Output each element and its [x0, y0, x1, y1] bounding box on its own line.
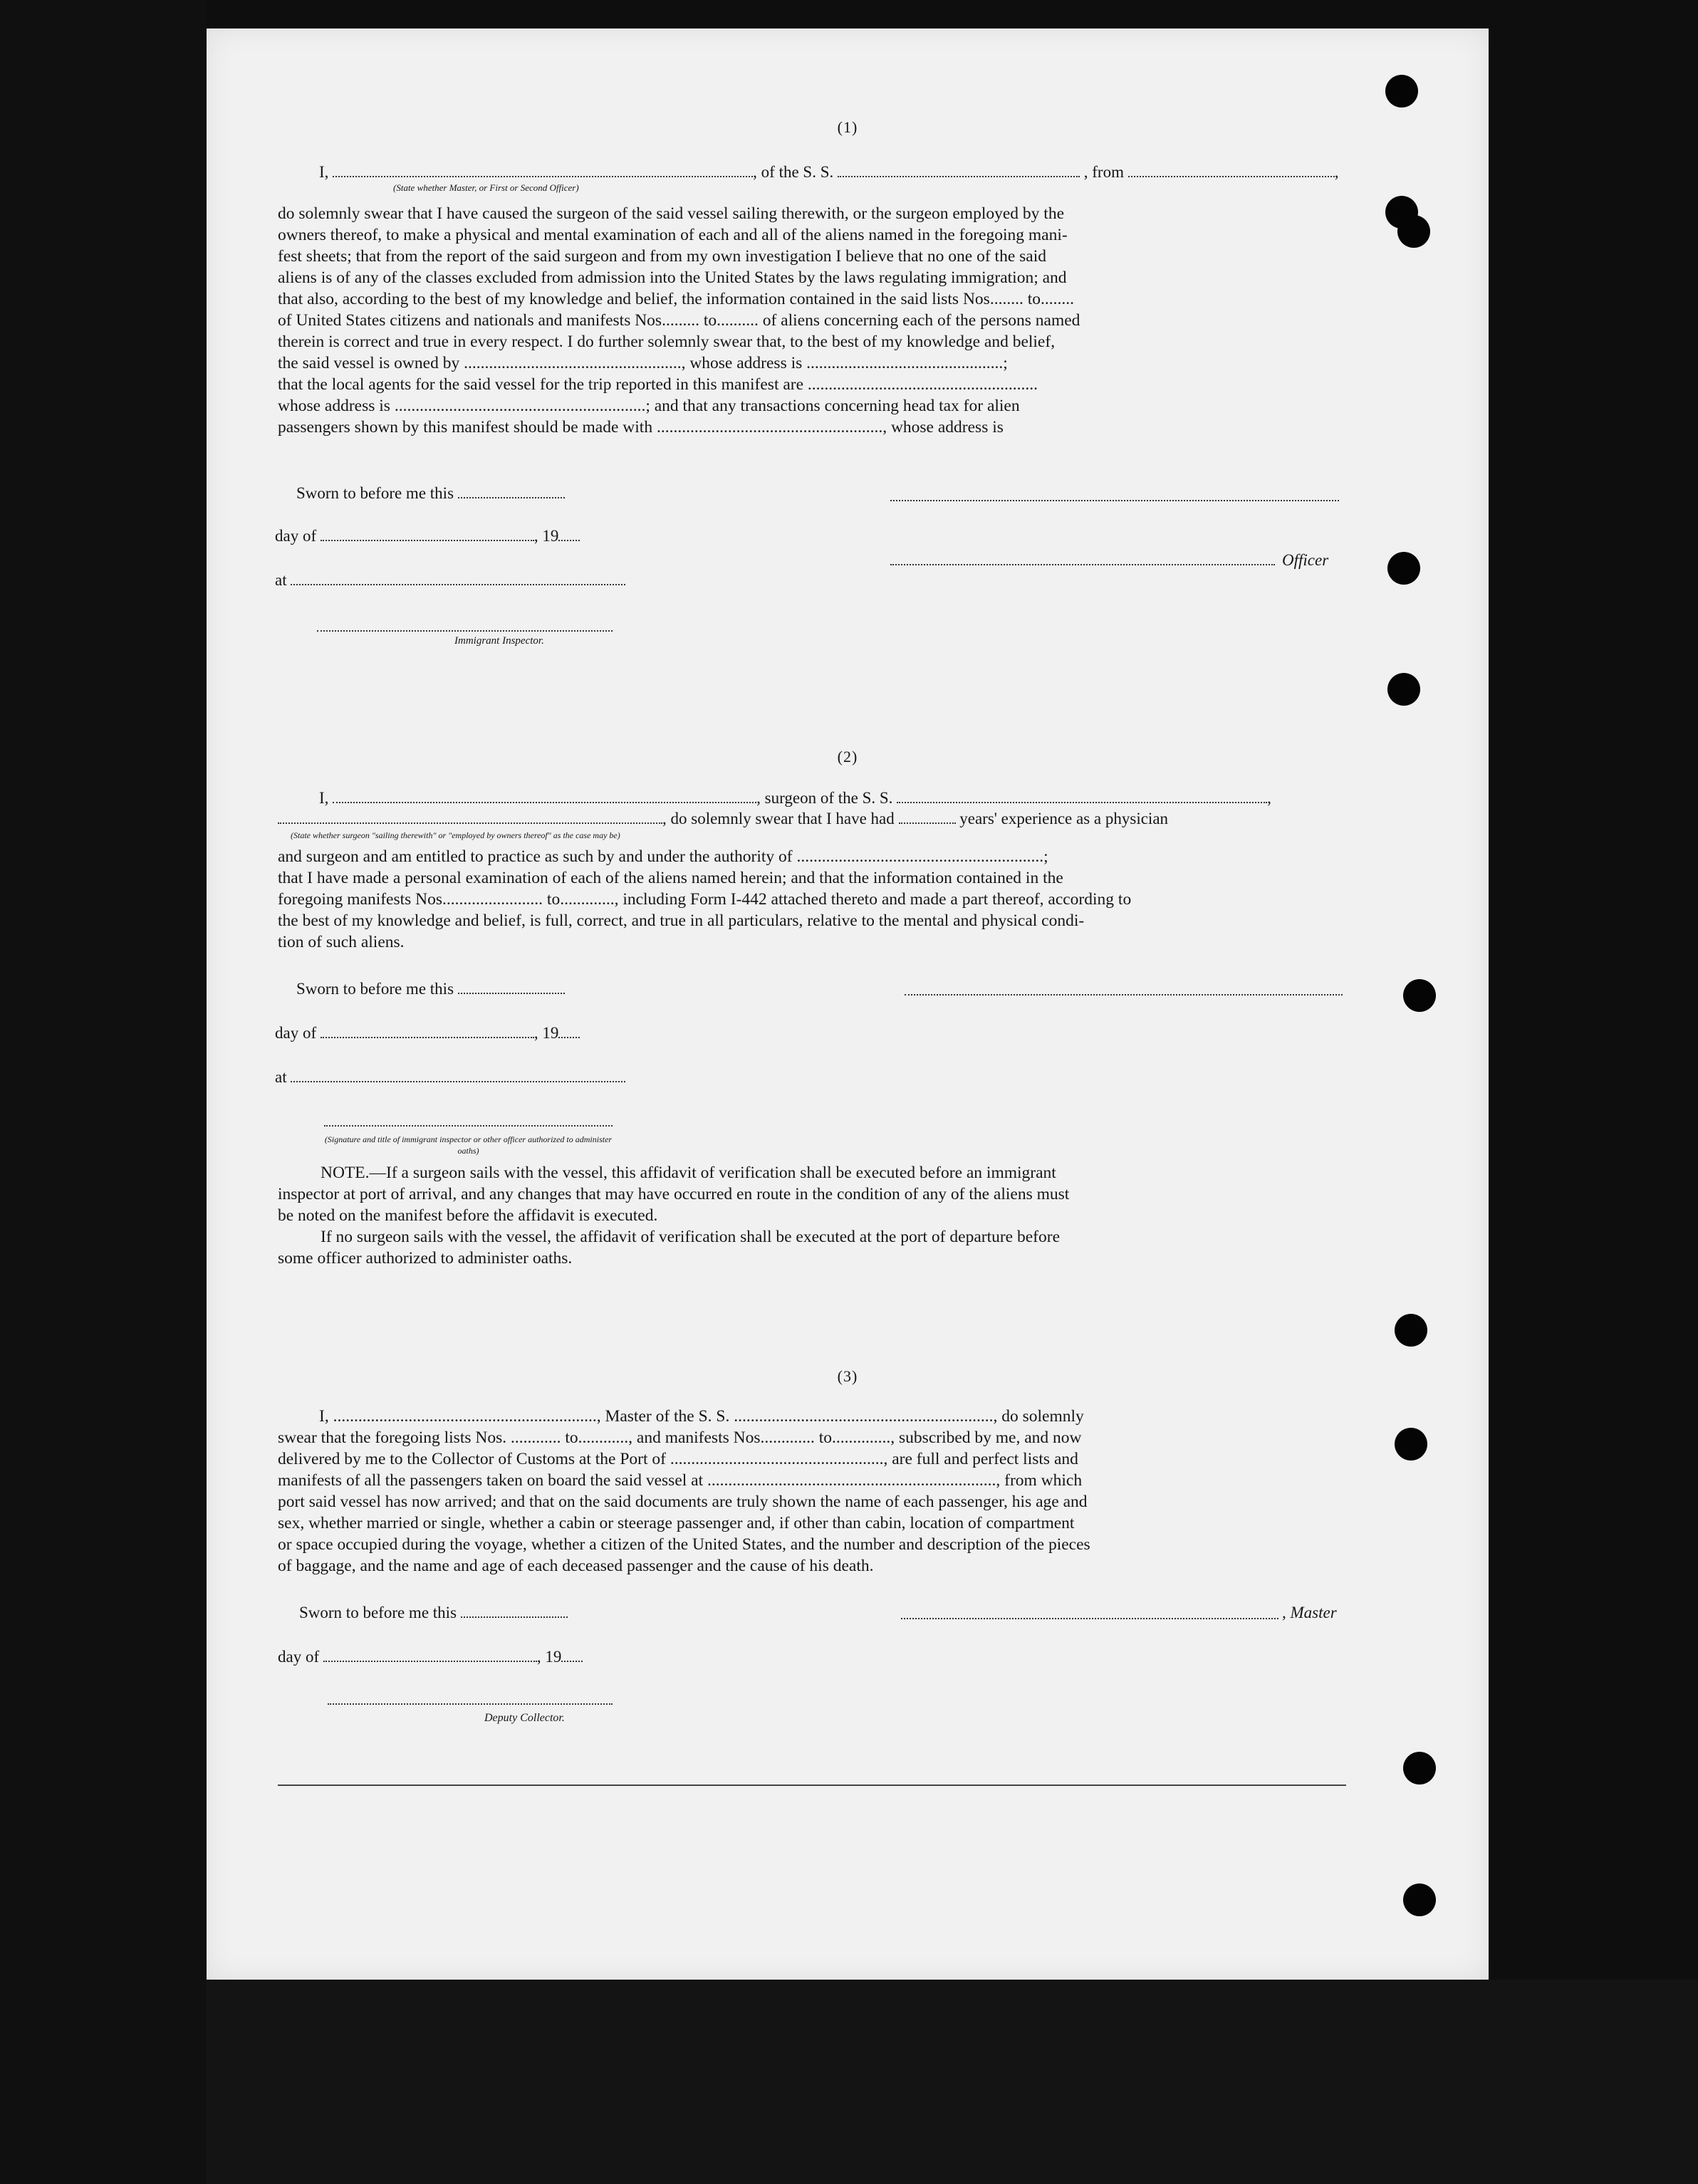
inspector-caption: Immigrant Inspector.	[454, 635, 544, 647]
deputy-caption: Deputy Collector.	[484, 1712, 565, 1724]
inspector-signature-line-2	[324, 1125, 613, 1127]
section-1-first-line: I, , of the S. S. , from ,	[319, 163, 1339, 181]
punch-hole	[1387, 552, 1420, 585]
section-1-at: at	[275, 571, 625, 590]
section-1-sworn: Sworn to before me this	[296, 484, 565, 503]
section-2-number: (2)	[837, 748, 858, 766]
section-2-line-2: , do solemnly swear that I have had years' experience as a physician	[278, 810, 1168, 828]
section-2-line-1: I, , surgeon of the S. S. ,	[319, 789, 1271, 807]
section-3-number: (3)	[837, 1367, 858, 1385]
section-1-oath-text: do solemnly swear that I have caused the surgeon of the said vessel sailing therewith, or the surgeon employed by the owners thereof, to make a physical and mental examination of each and all of the aliens named in the foregoing mani- fest sheets; that from the report of the said surgeon and from my own investigation I believe that no one of the said aliens is of any of the classes excluded from admission into the United States by the laws regulating immigration; and that also, according to the best of my knowledge and belief, the information contained in the said lists Nos........ to........ of United States citizens and nationals and manifests Nos......... to.......... of aliens concerning each of the persons named therein is correct and true in every respect. I do further solemnly swear that, to the best of my knowledge and belief, the said vessel is owned by ...................................................., whose address is ...............................................; that the local agents for the said vessel for the trip reported in this manifest are ....................................................... whose address is ............................................................; and that any transactions concerning head tax for alien passengers shown by this manifest should be made with ......................................................, whose address is	[278, 204, 1080, 437]
section-1-day-of: day of , 19	[275, 527, 580, 545]
section-2-sworn: Sworn to before me this	[296, 980, 565, 998]
deputy-signature-line	[328, 1703, 613, 1705]
punch-hole	[1395, 1314, 1427, 1347]
manifest-back-page	[207, 28, 1489, 1980]
section-3-oath-text: I, ..............................................................., Master of the S. S. .............................................................., do solemnly swear that the foregoing lists Nos. ............ to............, and manifests Nos............. to.............., subscribed by me, and now delivered by me to the Collector of Customs at the Port of ..................................................., are full and perfect lists and manifests of all the passengers taken on board the said vessel at ....................................................................., from which port said vessel has now arrived; and that on the said documents are truly shown the name of each passenger, his age and sex, whether married or single, whether a cabin or steerage passenger and, if other than cabin, location of compartment or space occupied during the voyage, whether a citizen of the United States, and the number and description of the pieces of baggage, and the name and age of each deceased passenger and the cause of his death.	[278, 1407, 1090, 1575]
officer-label: Officer	[1282, 551, 1329, 569]
punch-hole	[1403, 1883, 1436, 1916]
master-label: , Master	[1282, 1604, 1337, 1621]
inspector-signature-line	[317, 630, 613, 632]
section-3-sworn: Sworn to before me this	[299, 1604, 568, 1622]
surgeon-signature-line	[905, 994, 1343, 996]
officer-signature-line-upper	[890, 500, 1339, 501]
punch-hole	[1387, 673, 1420, 706]
bottom-rule	[278, 1785, 1346, 1786]
section-3-day-of: day of , 19	[278, 1648, 583, 1666]
punch-hole	[1403, 1752, 1436, 1785]
master-caption: (State whether Master, or First or Second Officer)	[393, 182, 579, 193]
scan-background-left	[0, 0, 207, 2184]
signature-caption: (Signature and title of immigrant inspector or other officer authorized to administer oaths)	[324, 1134, 613, 1156]
officer-signature-line	[890, 564, 1275, 565]
scan-background-bottom	[207, 1980, 1698, 2184]
section-2-at: at	[275, 1068, 625, 1087]
section-2-note: NOTE.—If a surgeon sails with the vessel, this affidavit of verification shall be executed before an immigrant inspector at port of arrival, and any changes that may have occurred en route in the condition of any of the aliens must be noted on the manifest before the affidavit is executed. If no surgeon sails with the vessel, the affidavit of verification shall be executed at the port of departure before some officer authorized to administer oaths.	[278, 1164, 1070, 1268]
punch-hole	[1385, 75, 1418, 108]
master-signature-line	[901, 1618, 1278, 1619]
surgeon-caption: (State whether surgeon "sailing therewith" or "employed by owners thereof" as the case may be)	[291, 830, 620, 840]
section-1-number: (1)	[837, 118, 858, 136]
section-2-oath-text: and surgeon and am entitled to practice as such by and under the authority of ...........................................................; that I have made a personal examination of each of the aliens named herein; and that the information contained in the foregoing manifests Nos........................ to............., including Form I-442 attached thereto and made a part thereof, according to the best of my knowledge and belief, is full, correct, and true in all particulars, relative to the mental and physical condi- tion of such aliens.	[278, 847, 1132, 951]
punch-hole	[1403, 979, 1436, 1012]
section-2-day-of: day of , 19	[275, 1024, 580, 1043]
